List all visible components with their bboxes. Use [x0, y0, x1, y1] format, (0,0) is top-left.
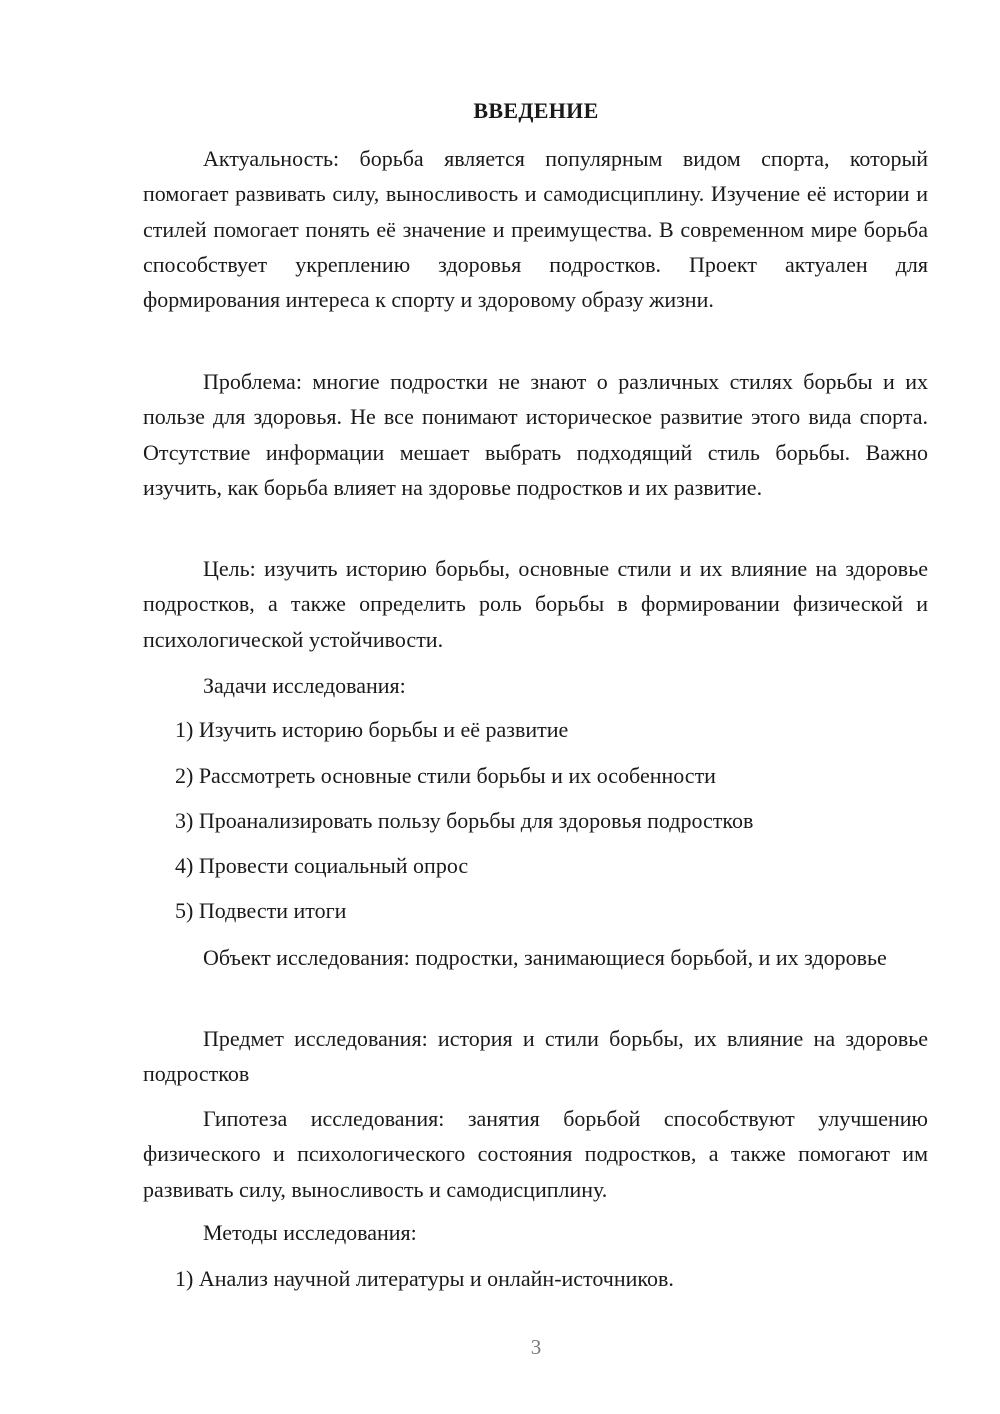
list-item: 5) Подвести итоги: [175, 898, 347, 923]
list-item: 3) Проанализировать пользу борьбы для здоровья подростков: [175, 808, 754, 833]
paragraph-object: Объект исследования: подростки, занимающиеся борьбой, и их здоровье: [203, 945, 887, 970]
paragraph-subject: Предмет исследования: история и стили борьбы, их влияние на здоровье подростков: [143, 1026, 928, 1087]
list-item: 1) Изучить историю борьбы и её развитие: [175, 717, 569, 742]
paragraph-relevance: Актуальность: борьба является популярным видом спорта, который помогает развивать силу, выносливость и самодисциплину. Изучение её истории и стилей помогает понять её значение и преимущества. В современном мире борьба способствует укреплению здоровья подростков. Проект актуален для формирования интереса к спорту и здоровому образу жизни.: [143, 146, 928, 313]
list-item: 1) Анализ научной литературы и онлайн-источников.: [175, 1266, 674, 1291]
list-item: 2) Рассмотреть основные стили борьбы и их особенности: [175, 763, 716, 788]
paragraph-hypothesis: Гипотеза исследования: занятия борьбой способствуют улучшению физического и психологического состояния подростков, а также помогают им развивать силу, выносливость и самодисциплину.: [143, 1106, 928, 1202]
paragraph-problem: Проблема: многие подростки не знают о различных стилях борьбы и их пользе для здоровья. Не все понимают историческое развитие этого вида спорта. Отсутствие информации мешает выбрать подходящий стиль борьбы. Важно изучить, как борьба влияет на здоровье подростков и их развитие.: [143, 369, 928, 500]
paragraph-goal: Цель: изучить историю борьбы, основные стили и их влияние на здоровье подростков, а также определить роль борьбы в формировании физической и психологической устойчивости.: [143, 556, 928, 652]
page-number: 3: [530, 1335, 542, 1359]
list-item: 4) Провести социальный опрос: [175, 853, 469, 878]
tasks-heading: Задачи исследования:: [203, 673, 406, 698]
methods-heading: Методы исследования:: [203, 1220, 417, 1245]
page-title: ВВЕДЕНИЕ: [473, 98, 599, 123]
